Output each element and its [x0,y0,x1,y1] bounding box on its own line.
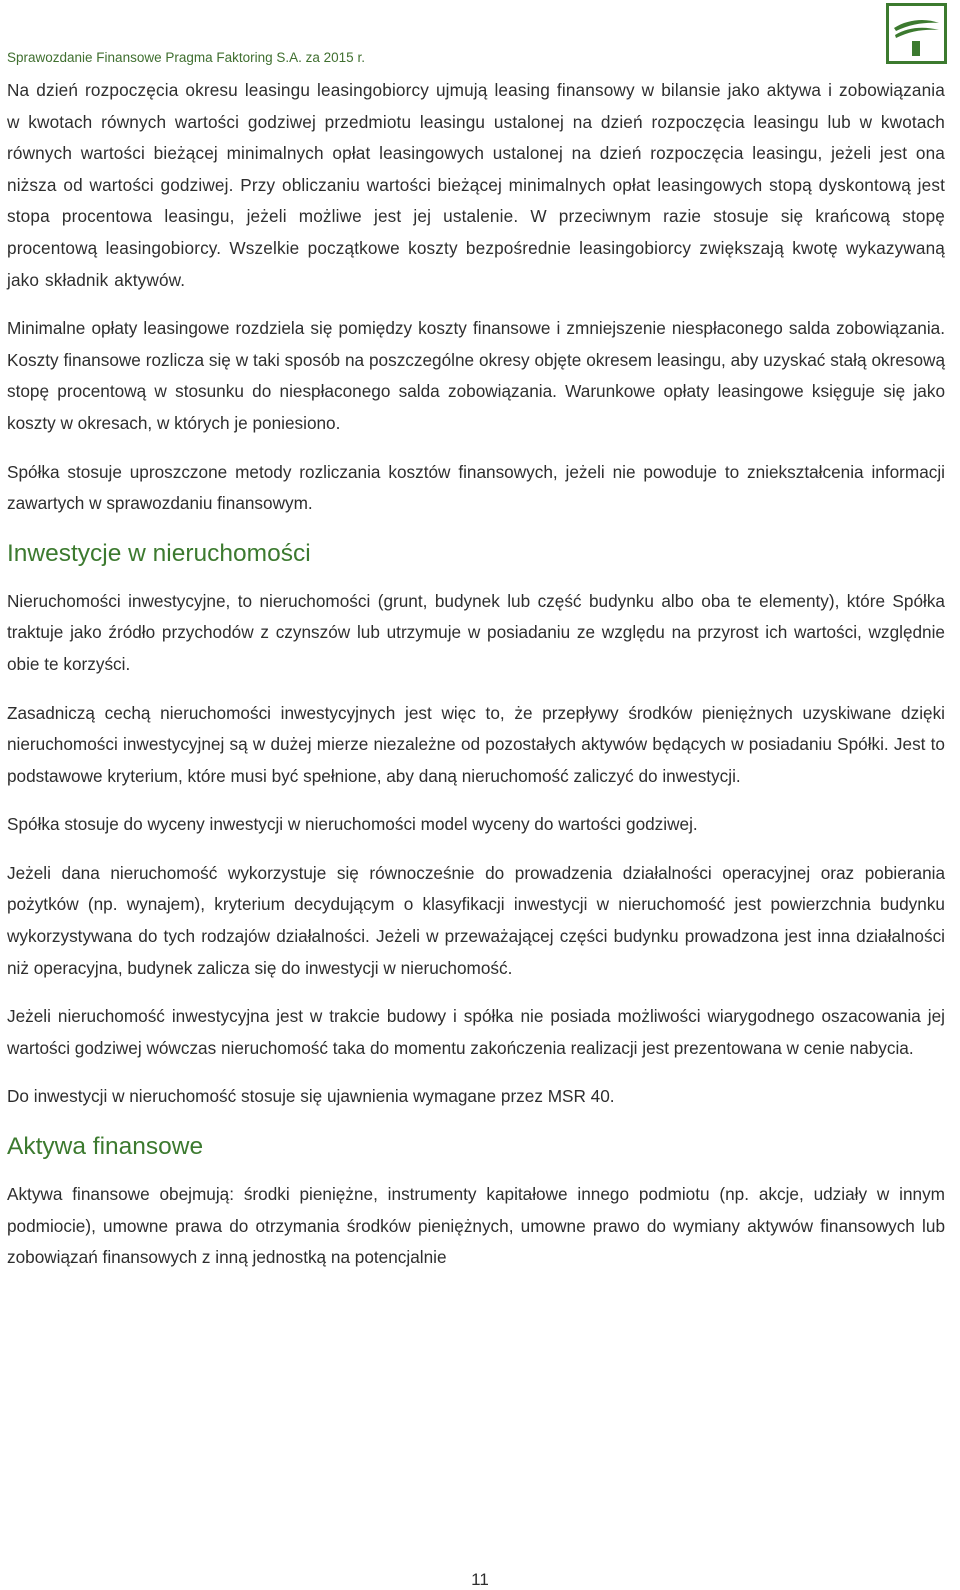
paragraph-property-under-construction: Jeżeli nieruchomość inwestycyjna jest w trakcie budowy i spółka nie posiada możliwości wiarygodnego oszacowania jej wartości godziwej wówczas nieruchomość taka do momentu zakończenia realizacji jest prezentowana w cenie nabycia. [7,1006,945,1058]
document-header-title: Sprawozdanie Finansowe Pragma Faktoring S.A. za 2015 r. [7,50,365,65]
section-heading-financial-assets: Aktywa finansowe [7,1133,204,1161]
paragraph-simplified-methods: Spółka stosuje uproszczone metody rozliczania kosztów finansowych, jeżeli nie powoduje to zniekształcenia informacji zawartych w sprawozdaniu finansowym. [7,461,945,514]
page-number: 11 [471,1570,489,1589]
document-body [7,75,945,1291]
section-heading-investment-property: Inwestycje w nieruchomości [7,539,311,567]
paragraph-mixed-use-property: Jeżeli dana nieruchomość wykorzystuje się równocześnie do prowadzenia działalności operacyjnej oraz pobierania pożytków (np. wynajem), kryterium decydującym o klasyfikacji inwestycji w nieruchomość jest powierzchnia budynku wykorzystywana do tych rodzajów działalności. Jeżeli w przeważającej części budynku prowadzona jest inna działalności niż operacyjna, budynek zalicza się do inwestycji w nieruchomość. [7,862,945,978]
paragraph-investment-property-definition: Nieruchomości inwestycyjne, to nieruchomości (grunt, budynek lub część budynku albo oba te elementy), które Spółka traktuje jako źródło przychodów z czynszów lub utrzymuje w posiadaniu ze względu na przyrost ich wartości, względnie obie te korzyści. [7,590,945,674]
pragma-logo-icon [886,3,947,64]
paragraph-investment-property-feature: Zasadniczą cechą nieruchomości inwestycyjnych jest więc to, że przepływy środków pieniężnych uzyskiwane dzięki nieruchomości inwestycyjnej są w dużej mierze niezależne od pozostałych aktywów będących w posiadaniu Spółki. Jest to podstawowe kryterium, które musi być spełnione, aby daną nieruchomość zaliczyć do inwestycji. [7,702,945,786]
paragraph-fair-value-model: Spółka stosuje do wyceny inwestycji w nieruchomości model wyceny do wartości godziwej. [7,814,698,835]
paragraph-financial-assets-definition: Aktywa finansowe obejmują: środki pieniężne, instrumenty kapitałowe innego podmiotu (np. akcje, udziały w innym podmiocie), umowne prawa do otrzymania środków pieniężnych, umowne prawo do wymiany aktywów finansowych lub zobowiązań finansowych z inną jednostką na potencjalnie [7,1184,945,1268]
paragraph-minimum-lease-payments: Minimalne opłaty leasingowe rozdziela się pomiędzy koszty finansowe i zmniejszenie niespłaconego salda zobowiązania. Koszty finansowe rozlicza się w taki sposób na poszczególne okresy objęte okresem leasingu, aby uzyskać stałą okresową stopę procentową w stosunku do niespłaconego salda zobowiązania. Warunkowe opłaty leasingowe księguje się jako koszty w okresach, w których je poniesiono. [7,318,945,433]
paragraph-leasing-recognition: Na dzień rozpoczęcia okresu leasingu leasingobiorcy ujmują leasing finansowy w bilansie jako aktywa i zobowiązania w kwotach równych wartości godziwej przedmiotu leasingu ustalonej na dzień rozpoczęcia leasingu lub w kwotach równych wartości bieżącej minimalnych opłat leasingowych ustalonej na dzień rozpoczęcia leasingu, jeżeli jest ona niższa od wartości godziwej. Przy obliczaniu wartości bieżącej minimalnych opłat leasingowych stopą dyskontową jest stopa procentowa leasingu, jeżeli możliwe jest jej ustalenie. W przeciwnym razie stosuje się krańcową stopę procentową leasingobiorcy. Wszelkie początkowe koszty bezpośrednie leasingobiorcy zwiększają kwotę wykazywaną jako składnik aktywów. [7,80,945,290]
paragraph-msr40-disclosures: Do inwestycji w nieruchomość stosuje się ujawnienia wymagane przez MSR 40. [7,1086,615,1107]
